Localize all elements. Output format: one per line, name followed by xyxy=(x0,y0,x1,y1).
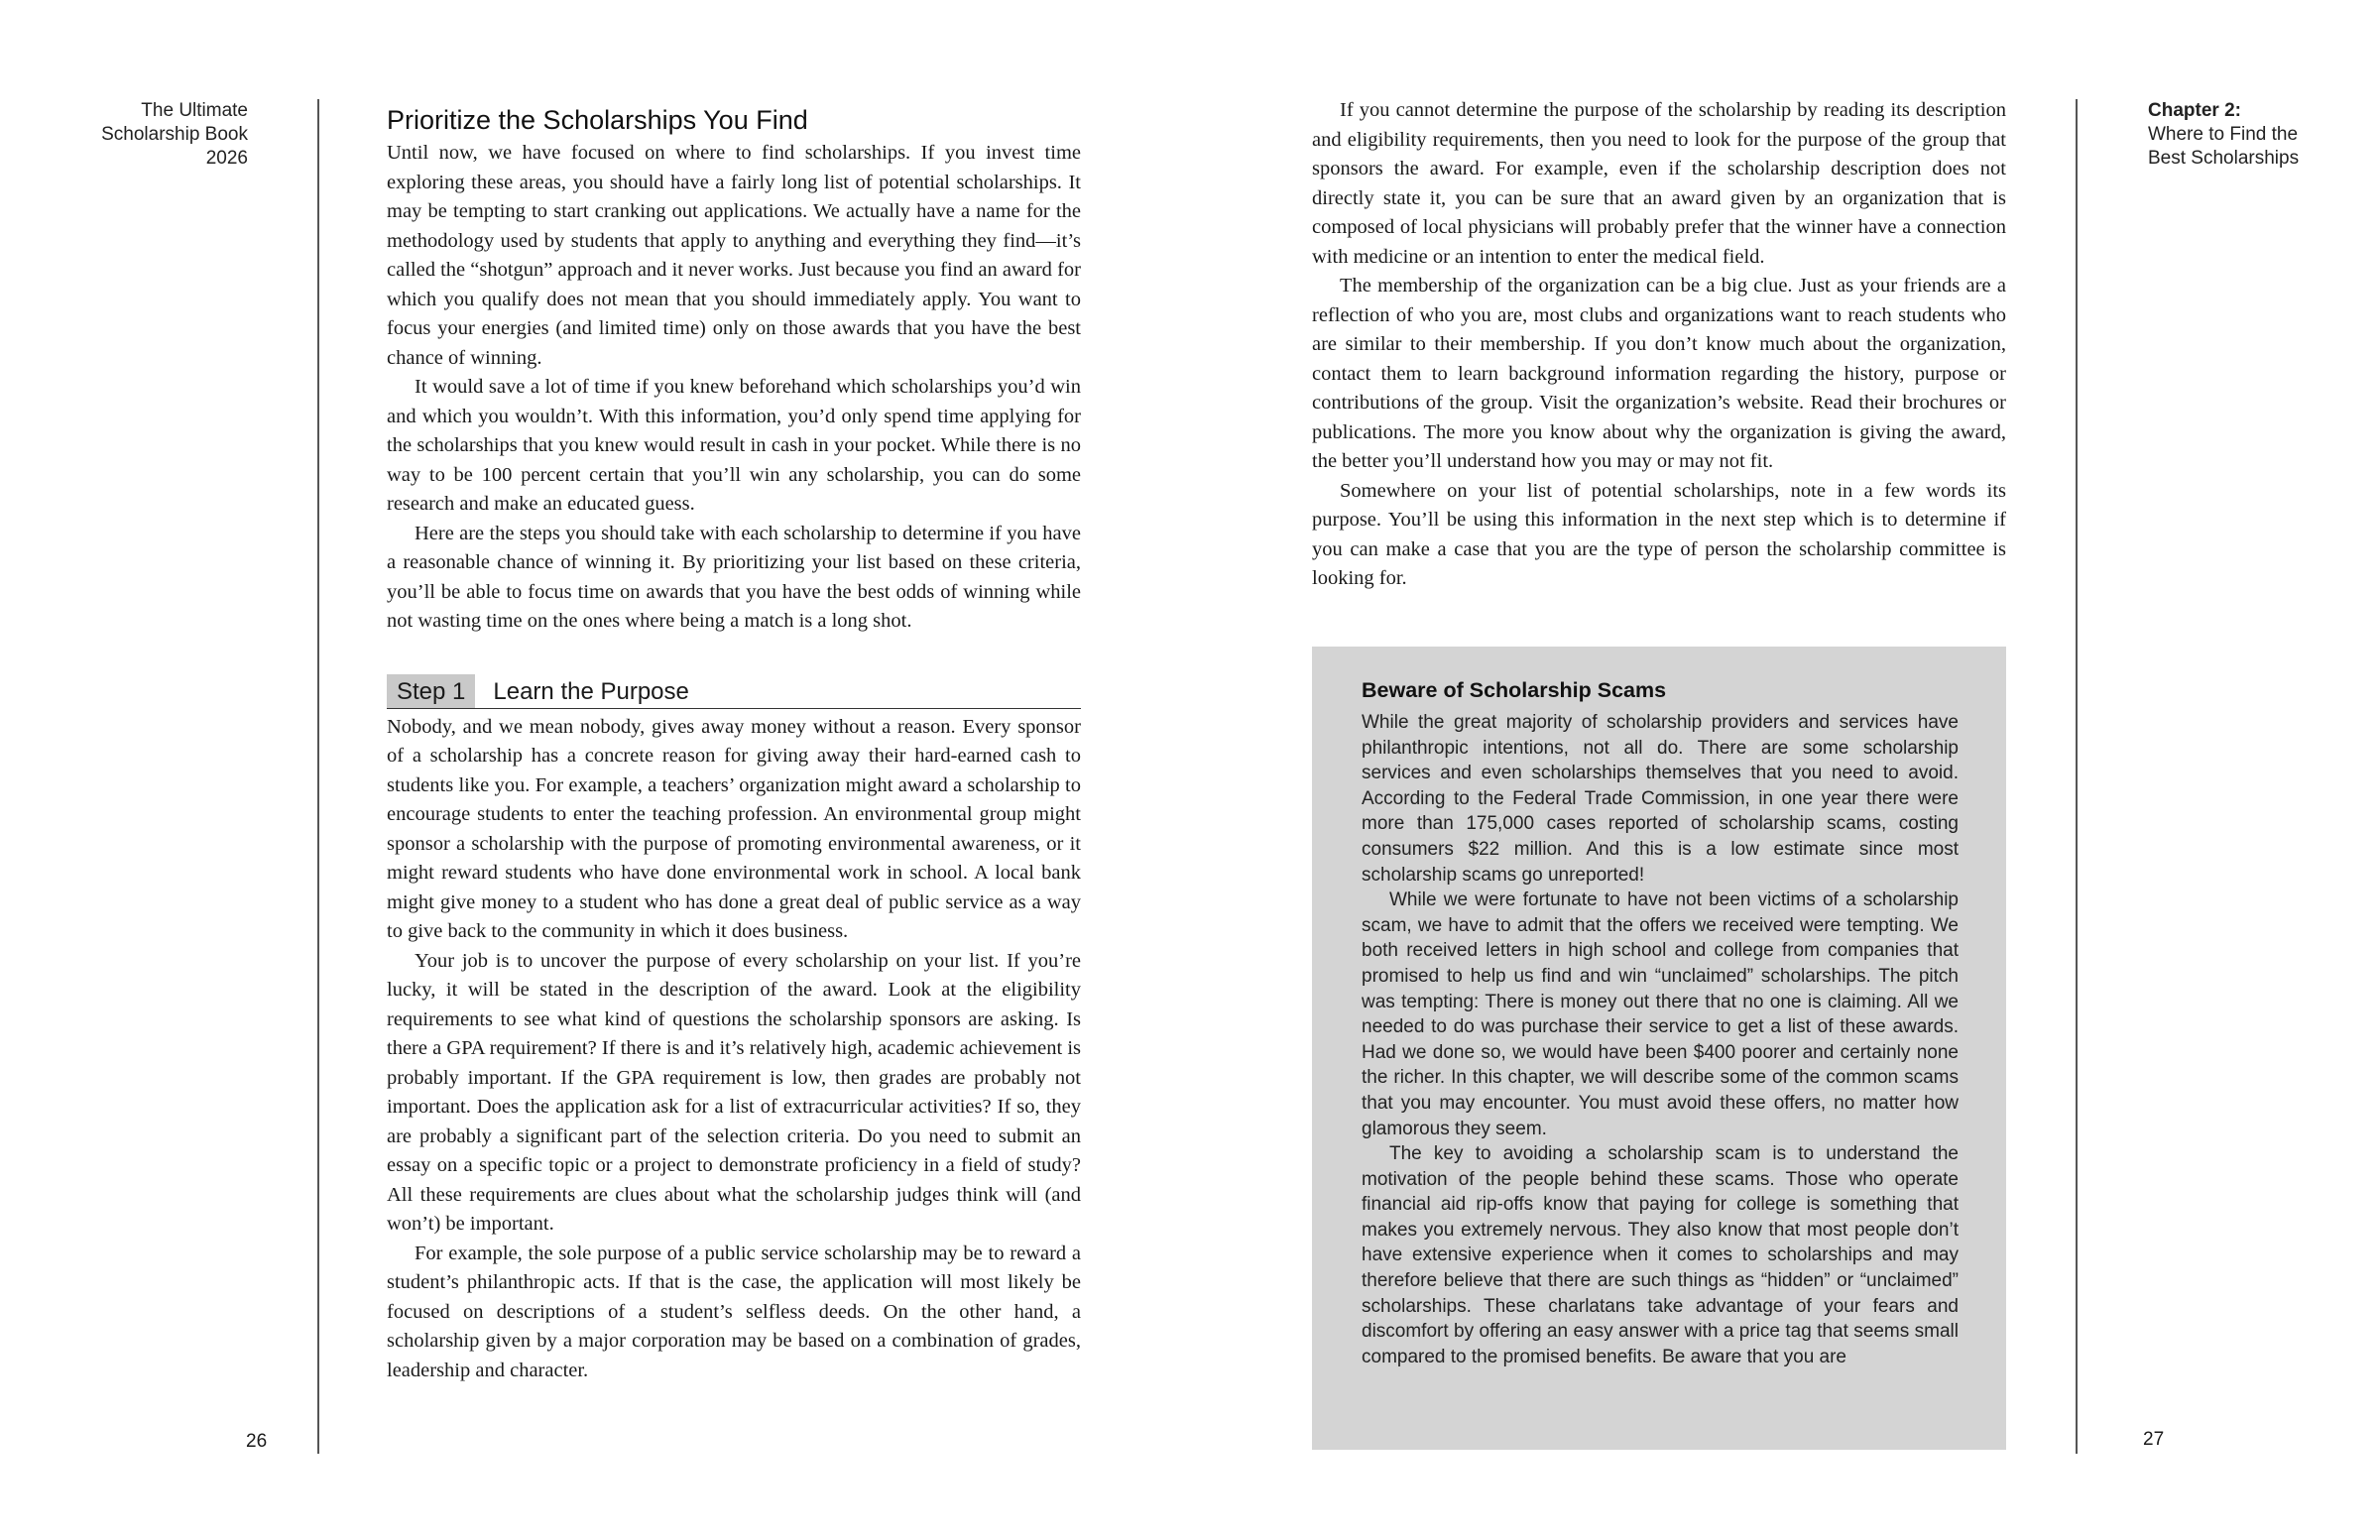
chapter-title-line-2: Best Scholarships xyxy=(2148,148,2300,169)
book-title-line-3: 2026 xyxy=(205,148,248,169)
chapter-number: Chapter 2: xyxy=(2148,100,2241,121)
page-number-left: 26 xyxy=(246,1431,268,1452)
book-title-line-1: The Ultimate xyxy=(141,100,248,121)
step-heading xyxy=(387,672,1081,709)
running-head-left xyxy=(60,99,248,171)
section-title: Prioritize the Scholarships You Find xyxy=(387,105,808,135)
intro-paragraph-3: Here are the steps you should take with each scholarship to determine if you have a reasonable chance of winning it. By prioritizing your list based on these criteria, you’ll be able to focus time on awards that you have the best odds of winning while not wasting time on the ones where being a match is a long shot. xyxy=(387,522,1081,632)
right-page-column xyxy=(1312,96,2006,594)
step-label: Step 1 xyxy=(387,674,475,708)
intro-paragraph-2: It would save a lot of time if you knew beforehand which scholarships you’d win and which you wouldn’t. With this information, you’d only spend time applying for the scholarships that you knew would result in cash in your pocket. While there is no way to be 100 percent certain that you’ll win any scholarship, you can do some research and make an educated guess. xyxy=(387,376,1081,515)
page-number-right: 27 xyxy=(2143,1429,2165,1450)
sidebar-title: Beware of Scholarship Scams xyxy=(1362,678,1667,702)
right-paragraph-1: If you cannot determine the purpose of the scholarship by reading its description and eligibility requirements, then you need to look for the purpose of the group that sponsors the award. For example, even if the scholarship description does not directly state it, you can be sure that an award given by an organization that is composed of local physicians will probably prefer that the winner have a connection with medicine or an intention to enter the medical field. xyxy=(1312,99,2006,268)
intro-paragraph-1: Until now, we have focused on where to find scholarships. If you invest time exploring these areas, you should have a fairly long list of potential scholarships. It may be tempting to start cranking out applications. We actually have a name for the methodology used by students that apply to anything and everything they find—it’s called the “shotgun” approach and it never works. Just because you find an award for which you qualify does not mean that you should immediately apply. You want to focus your energies (and limited time) only on those awards that you have the best chance of winning. xyxy=(387,142,1081,369)
sidebar-paragraph-3: The key to avoiding a scholarship scam is to understand the motivation of the people behind these scams. Those who operate financial aid rip-offs know that paying for college is something that makes you extremely nervous. They also know that most people don’t have extensive experience when it comes to scholarships and may therefore believe that there are such things as “hidden” or “unclaimed” scholarships. These charlatans take advantage of your fears and discomfort by offering an easy answer with a price tag that seems small compared to the promised benefits. Be aware that you are xyxy=(1362,1143,1959,1367)
step-paragraph-1: Nobody, and we mean nobody, gives away money without a reason. Every sponsor of a scholarship has a concrete reason for giving away their hard-earned cash to students like you. For example, a teachers’ organization might award a scholarship to encourage students to enter the teaching profession. An environmental group might sponsor a scholarship with the purpose of promoting environmental awareness, or it might reward students who have done environmental work in school. A local bank might give money to a student who has done a great deal of public service as a way to give back to the community in which it does business. xyxy=(387,715,1081,942)
step-paragraph-2: Your job is to uncover the purpose of every scholarship on your list. If you’re lucky, it will be stated in the description of the award. Look at the eligibility requirements to see what kind of questions the scholarship sponsors are asking. Is there a GPA requirement? If there is and it’s relatively high, academic achievement is probably important. If the GPA requirement is low, then grades are probably not important. Does the application ask for a list of extracurricular activities? If so, they are probably a significant part of the selection criteria. Do you need to submit an essay on a specific topic or a project to demonstrate proficiency in a field of study? All these requirements are clues about what the scholarship judges think will (and won’t) be important. xyxy=(387,949,1081,1235)
step-title: Learn the Purpose xyxy=(493,677,689,705)
sidebar-paragraph-1: While the great majority of scholarship providers and services have philanthropic intentions, not all do. There are some scholarship services and even scholarships themselves that you need to avoid. According to the Federal Trade Commission, in one year there were more than 175,000 cases reported of scholarship scams, costing consumers $22 million. And this is a low estimate since most scholarship scams go unreported! xyxy=(1362,712,1959,886)
right-paragraph-2: The membership of the organization can be a big clue. Just as your friends are a reflection of who you are, most clubs and organizations want to reach students who are similar to their membership. If you don’t know much about the organization, contact them to learn background information regarding the history, purpose or contributions of the group. Visit the organization’s website. Read their brochures or publications. The more you know about why the organization is giving the award, the better you’ll understand how you may or may not fit. xyxy=(1312,275,2006,472)
step-paragraph-3: For example, the sole purpose of a public service scholarship may be to reward a student’s philanthropic acts. If that is the case, the application will most likely be focused on descriptions of a student’s selfless deeds. On the other hand, a scholarship given by a major corporation may be based on a combination of grades, leadership and character. xyxy=(387,1242,1081,1381)
sidebar-paragraph-2: While we were fortunate to have not been victims of a scholarship scam, we have to admit that the offers we received were tempting. We both received letters in high school and college from companies that promised to help us find and win “unclaimed” scholarships. The pitch was tempting: There is money out there that no one is claiming. All we needed to do was purchase their service to get a list of these awards. Had we done so, we would have been $400 poorer and certainly none the richer. In this chapter, we will describe some of the common scams that you may encounter. You must avoid these offers, no matter how glamorous they seem. xyxy=(1362,889,1959,1139)
right-paragraph-3: Somewhere on your list of potential scholarships, note in a few words its purpose. You’ll be using this information in the next step which is to determine if you can make a case that you are the type of person the scholarship committee is looking for. xyxy=(1312,479,2006,589)
running-head-right xyxy=(2148,99,2346,171)
margin-rule-left xyxy=(317,99,319,1454)
book-title-line-2: Scholarship Book xyxy=(101,124,248,145)
left-page-column xyxy=(387,99,1081,1385)
chapter-title-line-1: Where to Find the xyxy=(2148,124,2299,145)
scam-warning-sidebar xyxy=(1312,647,2006,1450)
margin-rule-right xyxy=(2076,99,2078,1454)
